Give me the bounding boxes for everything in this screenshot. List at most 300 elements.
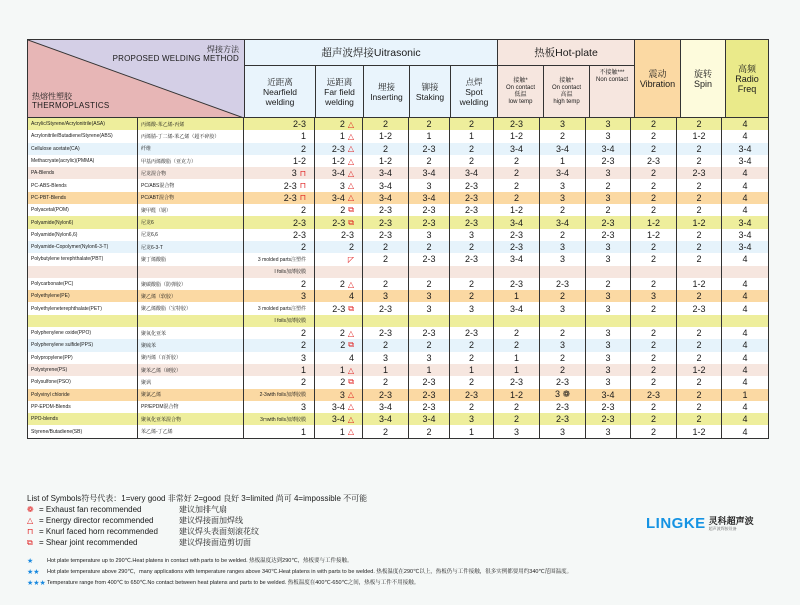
table-row [28,413,768,425]
material-en: Acrylonitrile/Butadiene/Styrene(ABS) [28,130,138,142]
value-nearfield [244,130,315,142]
col-label-en: Spin [693,79,712,89]
value-farfield [315,253,363,265]
value-cell: 2 [540,229,586,241]
value-cell: 2-3 [450,327,494,339]
material-en: Polypropylene(PP) [28,352,138,364]
value-cell: 2 [677,327,722,339]
value-cell: 2 [677,229,722,241]
value-cell: 2 [540,130,586,142]
value-cell: 2 [677,352,722,364]
value-cell: 4 [742,291,748,302]
value-cell: 2 [450,290,494,302]
value-cell: 2 [494,327,540,339]
value-nearfield [244,204,315,216]
value-cell: 1-2 [494,130,540,142]
value-cell: 2 [363,241,409,253]
material-en: Acrylic/Styrene/Acrylonitrile(ASA) [28,118,138,130]
value-cell: 2 [631,204,677,216]
col-label: 接触* [513,78,528,84]
value-cell: 1-2 [494,204,540,216]
value-cell: 3-4 [540,143,586,155]
brand-subtitle: 超声波焊接设备 [708,525,737,531]
value-cell: 3 [586,352,631,364]
col-label-cn: 远距离 [326,77,353,87]
value-farfield [315,389,363,401]
value-cell: 4 [742,365,748,376]
value-farfield [315,413,363,425]
material-en: Methacryate(acrylic)(PMMA) [28,155,138,167]
value-cell [586,266,631,278]
value-cell: 2-3 [450,216,494,228]
col-label-en: Far field [324,87,355,97]
col-contact-low [498,66,544,118]
col-label-en: welding [459,97,489,107]
value-cell: 2 [631,118,677,130]
value-cell: 2 [677,401,722,413]
col-label: high temp [553,99,580,105]
star-icon: ★★ [27,569,40,576]
material-en: Polyamide(Nylon6) [28,216,138,228]
value-cell: 1-2 [677,364,722,376]
value-farfield [315,278,363,290]
diagonal-header-cell [28,40,245,118]
table-row [28,167,768,179]
value-cell [677,315,722,327]
material-en: Polysulfone(PSO) [28,376,138,388]
table-row [28,155,768,167]
value-cell: 3 [586,302,631,314]
thermoplastics-label-en: THERMOPLASTICS [32,101,110,110]
col-staking [410,66,451,118]
value-nearfield [244,290,315,302]
value-cell: 2-3 [586,229,631,241]
value: 3 [291,168,297,179]
value-cell [631,266,677,278]
value-cell: 2 [409,425,450,437]
value-cell: 3-4 [738,242,752,253]
value-cell: 2 [631,241,677,253]
value-cell: 2-3 [631,155,677,167]
symbol-icon: ⊓ [299,193,306,203]
value-cell: 3 [450,413,494,425]
ultrasonic-group-header [245,40,498,118]
legend-item [27,515,367,526]
value-cell [409,315,450,327]
value-farfield [315,179,363,191]
value: 1 [339,426,345,437]
value: 3 molded parts注塑件 [257,306,306,313]
table-row [28,253,768,265]
value: 2-3 [331,143,345,154]
value-cell: 4 [742,401,748,412]
value-cell: 2-3 [363,327,409,339]
value-cell [722,315,768,327]
value-cell: 1 [450,364,494,376]
value-cell: 2-3 [409,204,450,216]
value-cell [540,315,586,327]
col-contact-high [544,66,590,118]
symbol-legend [27,493,367,548]
value-cell: 2-3 [540,413,586,425]
value: 3 [300,352,306,363]
table-header [27,39,769,119]
col-label: low temp [508,99,533,105]
table-row [28,241,768,253]
value-farfield [315,425,363,437]
value-cell [409,266,450,278]
value: 1-2 [331,156,345,167]
value-cell: 2 [494,179,540,191]
value-cell: 1 [409,130,450,142]
value-farfield [315,167,363,179]
table-row [28,389,768,401]
value-cell: 2 [631,253,677,265]
value-cell: 3-4 [738,143,752,154]
material-en: Polyethyleneterephthalate(PET) [28,302,138,314]
legend-label-cn: 建议焊头表面刻滚花纹 [179,527,259,536]
value-cell: 3-4 [409,167,450,179]
value-cell: 1-2 [677,216,722,228]
value-cell: 3 ❁ [540,389,586,401]
value-nearfield [244,229,315,241]
material-cn: 聚碳酸脂（防弹胶） [138,278,244,290]
value-cell: 1 [742,389,748,400]
value-cell [631,315,677,327]
value-cell: 3-4 [409,192,450,204]
value-cell: 4 [742,180,748,191]
method-label-en: PROPOSED WELDING METHOD [112,54,239,63]
value-farfield [315,302,363,314]
value-cell: 2 [677,413,722,425]
value-cell: 2-3 [363,389,409,401]
symbol-icon: ⧉ [348,377,354,387]
material-en: Styrene/Butadiene(SB) [28,425,138,437]
value: 2 [348,242,354,253]
legend-label-en: = Knurl faced horn recommended [39,527,158,536]
value-cell: 3 [363,290,409,302]
value-cell: 2 [409,278,450,290]
table-row [28,364,768,376]
value-cell: 2 [631,401,677,413]
value-cell: 3 [586,290,631,302]
material-en: Polyvinyl chloride [28,389,138,401]
value-cell: 1-2 [494,389,540,401]
material-cn: 聚硫苯 [138,339,244,351]
material-cn: 聚讽 [138,376,244,388]
value-cell: 3 [631,290,677,302]
footnote [27,556,572,567]
symbol-icon: △ [347,328,354,338]
table-row [28,352,768,364]
value-cell: 2 [586,204,631,216]
value-cell: 3-4 [494,253,540,265]
col-vibration [635,40,681,118]
value-farfield [315,130,363,142]
value: 2 [300,143,306,154]
value-nearfield [244,253,315,265]
value-cell: 3-4 [363,179,409,191]
value-cell: 4 [742,414,748,425]
value-cell: 3-4 [363,401,409,413]
value: 2-3 [332,303,346,314]
value-cell: 2 [677,290,722,302]
value-cell: 4 [742,131,748,142]
material-cn [138,315,244,327]
material-en: Polyphenylene sulfide(PPS) [28,339,138,351]
value-cell: 3-4 [586,389,631,401]
value-cell: 2-3 [494,278,540,290]
value-farfield [315,241,363,253]
value-cell: 3-4 [540,216,586,228]
value-cell: 3 [450,229,494,241]
value-cell: 2-3 [494,229,540,241]
value-nearfield [244,389,315,401]
material-en: Polycarbonate(PC) [28,278,138,290]
table-row [28,192,768,204]
value-cell: 2 [494,339,540,351]
value-cell: 3 [409,290,450,302]
legend-item [27,526,367,537]
col-label-en: Spot [465,87,483,97]
value-cell: 2 [494,167,540,179]
value-cell: 2 [363,339,409,351]
value-cell: 3-4 [363,413,409,425]
value-cell [494,315,540,327]
value-cell: 3 [586,339,631,351]
table-row [28,425,768,437]
value-cell: 2 [631,327,677,339]
symbol-icon: △ [347,181,354,191]
value-cell: 2 [631,376,677,388]
brand-cn-text: 灵科超声波 [708,515,754,526]
value-cell: 2-3 [409,216,450,228]
value-cell: 3-4 [586,143,631,155]
value-cell: 2 [586,179,631,191]
material-en: Polyamide-Copolymer(Nylon6-3-T) [28,241,138,253]
value-cell: 2 [631,352,677,364]
symbol-icon: △ [347,168,354,178]
value-cell: 2 [363,278,409,290]
value: 2 [300,279,306,289]
value: 1 [300,365,306,376]
value: 2-3 [292,229,306,240]
value-cell: 3 [586,118,631,130]
value: 1 [300,131,306,142]
hotplate-title: 热板Hot-plate [498,40,634,66]
value-cell: 2-3 [677,167,722,179]
material-cn: 聚氧化亚苯 [138,327,244,339]
symbol-icon: ⧉ [348,217,354,227]
value: 3-4 [331,414,345,425]
value-farfield [315,266,363,278]
value-nearfield [244,352,315,364]
value-cell: 2-3 [409,389,450,401]
value-nearfield [244,167,315,179]
value: 2 [300,328,306,339]
legend-label-en: = Shear joint recommended [39,538,138,547]
value: 2 [340,377,346,388]
value-cell: 2-3 [586,413,631,425]
value: 2-3 [283,180,297,191]
material-cn: 尼龙6-3-T [138,241,244,253]
value: 2-3 [340,229,354,240]
table-row [28,216,768,228]
value-cell [494,266,540,278]
value: 2-3with foils加薄胶膜 [259,392,306,399]
value-nearfield [244,315,315,327]
table-row [28,130,768,142]
star-icon: ★ [27,558,34,565]
value-cell: 1 [494,364,540,376]
legend-label-cn: 建议焊接面造剪切面 [179,538,251,547]
value-cell: 1-2 [363,130,409,142]
value-cell: 2 [450,241,494,253]
material-en [28,315,138,327]
value-cell: 2 [631,278,677,290]
value-cell: 3-4 [738,229,752,240]
value: 3-4 [331,192,345,203]
value-cell: 4 [742,192,748,203]
value-farfield [315,339,363,351]
value: 2-3 [292,119,306,130]
col-label-cn: 埋接 [377,82,395,92]
symbol-icon: △ [347,414,354,424]
value-cell: 2 [450,155,494,167]
value-cell: 3 [586,253,631,265]
value-cell: 2 [631,143,677,155]
value-cell: 2 [450,376,494,388]
table-row [28,179,768,191]
value-cell: 4 [742,377,748,388]
symbol-icon: △ [347,131,354,141]
value-cell: 2-3 [450,192,494,204]
table-row [28,278,768,290]
value-nearfield [244,118,315,130]
material-cn: 尼龙混合物 [138,167,244,179]
material-cn: 丙烯腈-丁二烯-苯乙烯（超不碎胶） [138,130,244,142]
material-cn: 丙烯酸-苯乙烯-丙烯 [138,118,244,130]
col-label-en: Vibration [639,79,676,89]
value-cell: 2 [494,192,540,204]
table-row [28,266,768,278]
value-cell: 3 [586,376,631,388]
symbol-icon: △ [347,193,354,203]
value: 3-4 [331,168,345,179]
col-label: On contact [505,85,535,91]
value-cell: 1 [540,155,586,167]
material-en: Polyphenylene oxide(PPO) [28,327,138,339]
brand-name: LINGKE [646,515,706,532]
material-cn: 纤维 [138,143,244,155]
value-farfield [315,155,363,167]
value-nearfield [244,413,315,425]
value-nearfield [244,241,315,253]
value-cell [586,315,631,327]
value-farfield [315,315,363,327]
col-nearfield [245,66,316,118]
symbol-icon: ⧉ [348,205,354,215]
col-inserting [364,66,410,118]
symbol-icon: ⧉ [348,303,354,313]
value-farfield [315,290,363,302]
material-cn: 甲基丙烯酸脂（亚克力） [138,155,244,167]
col-label: 低温 [514,92,527,98]
value-cell: 2 [677,389,722,401]
value-cell: 3-4 [540,167,586,179]
value-cell [363,266,409,278]
star-icon: ★★★ [27,580,46,587]
value-cell: 4 [742,119,748,130]
value-cell: 2 [677,376,722,388]
value-cell: 4 [742,254,748,265]
value-cell: 2-3 [540,401,586,413]
value-cell: 2 [540,352,586,364]
col-label-en: welding [265,97,295,107]
footnote-text: Hot plate temperature up to 290℃.Heat platens in contact with parts to be welded. 热板温度达到290℃，热板要与工件接触。 [47,558,353,564]
method-label-cn: 焊接方法 [207,45,239,54]
value-cell: 1 [363,364,409,376]
value-cell: 2-3 [363,216,409,228]
col-label-cn: 铆接 [421,82,439,92]
symbol-icon: △ [347,402,354,412]
value-farfield [315,376,363,388]
value: 3 [300,401,306,412]
exhaust-fan-icon: ❁ [27,505,34,514]
value-cell: 3 [540,118,586,130]
table-row [28,204,768,216]
value-cell: 2 [677,339,722,351]
value-cell: 3 [586,425,631,437]
table-row [28,118,768,130]
value-cell [450,266,494,278]
value-nearfield [244,155,315,167]
table-row [28,376,768,388]
shear-joint-icon: ⧉ [27,538,33,547]
value: 1 [339,365,345,376]
value-cell: 4 [742,303,748,314]
table-row [28,143,768,155]
value-farfield [315,118,363,130]
value-cell: 2 [450,118,494,130]
material-cn: 尼龙6,6 [138,229,244,241]
value-nearfield [244,302,315,314]
value-cell: 2-3 [409,401,450,413]
value-cell: 2 [631,339,677,351]
value-nearfield [244,143,315,155]
value-cell: 2-3 [363,229,409,241]
col-label: Non contact [595,77,629,83]
value-cell: 3 [540,253,586,265]
value: 1-2 [292,156,306,167]
value: 2 [339,119,345,130]
value-cell: 1-2 [363,155,409,167]
value-nearfield [244,216,315,228]
value-nearfield [244,339,315,351]
energy-director-icon: △ [27,516,34,525]
value-cell: 1-2 [677,278,722,290]
value-cell: 1 [409,364,450,376]
value-cell: 3 [586,241,631,253]
value-cell: 2 [631,192,677,204]
value-cell: 2 [409,241,450,253]
value-cell: 3 [586,192,631,204]
value: 2 [340,205,346,216]
value: 1 [339,131,345,142]
value-cell: 2 [450,401,494,413]
value: 2 [339,279,345,289]
col-label: 高温 [560,92,573,98]
